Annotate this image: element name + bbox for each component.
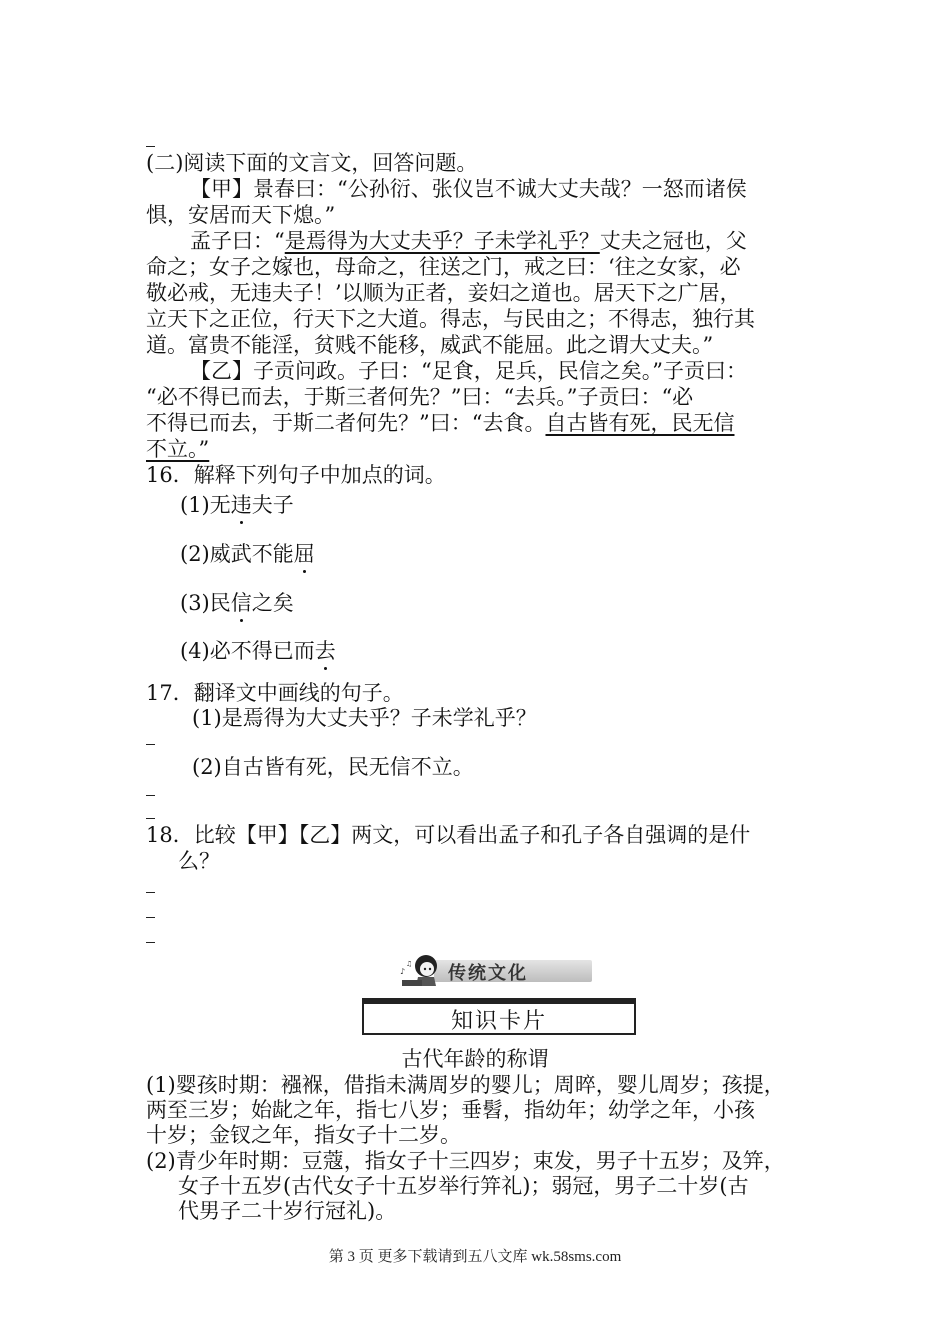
passage-line: 敬必戒，无违夫子！’以顺为正者，妾妇之道也。居天下之广居， <box>146 281 741 305</box>
passage-line: 【乙】子贡问政。子曰：“足食，足兵，民信之矣。”子贡曰： <box>190 359 747 383</box>
section-banner <box>396 950 606 990</box>
dotted-word: 信 <box>230 591 252 615</box>
passage-line <box>190 228 747 254</box>
passage-line: 惧，安居而天下熄。” <box>146 203 336 227</box>
answer-blank-line <box>146 917 155 918</box>
question-16-item <box>180 590 294 616</box>
passage-line: 立天下之正位，行天下之大道。得志，与民由之；不得志，独行其 <box>146 307 755 331</box>
mascot-icon <box>396 950 444 990</box>
knowledge-line: (2)青少年时期：豆蔻，指女子十三四岁；束发，男子十五岁；及笄， <box>146 1149 785 1173</box>
card-label: 知识卡片 <box>450 1009 547 1034</box>
passage-line: 道。富贵不能淫，贫贱不能移，威武不能屈。此之谓大丈夫。” <box>146 333 714 357</box>
question-16-item <box>180 541 315 567</box>
knowledge-line: 代男子二十岁行冠礼)。 <box>178 1199 397 1223</box>
passage-line: 命之；女子之嫁也，母命之，往送之门，戒之曰：‘往之女家，必 <box>146 255 741 279</box>
passage-line <box>146 436 209 462</box>
knowledge-title: 古代年龄的称谓 <box>401 1047 549 1071</box>
knowledge-line: 女子十五岁(古代女子十五岁举行笄礼)；弱冠，男子二十岁(古 <box>178 1174 749 1198</box>
dotted-word: 屈 <box>293 542 315 566</box>
item-text: (2)威武不能 <box>180 542 294 566</box>
passage-text: 孟子曰：“ <box>190 229 285 253</box>
question-18-stem: 18．比较【甲】【乙】两文，可以看出孟子和孔子各自强调的是什 <box>146 823 751 847</box>
question-17-stem: 17．翻译文中画线的句子。 <box>146 681 404 705</box>
passage-text: 不得已而去，于斯二者何先？”曰：“去食。 <box>146 411 546 435</box>
knowledge-line: 十岁；金钗之年，指女子十二岁。 <box>146 1123 461 1147</box>
dotted-word: 违 <box>230 493 252 517</box>
underlined-sentence: 是焉得为大丈夫乎？子未学礼乎？ <box>284 229 600 253</box>
knowledge-line: (1)婴孩时期：襁褓，借指未满周岁的婴儿；周晬，婴儿周岁；孩提， <box>146 1073 785 1097</box>
item-text: 之矣 <box>251 591 294 615</box>
answer-blank-line <box>146 146 155 147</box>
knowledge-card-header <box>362 998 636 1038</box>
passage-line <box>146 410 734 436</box>
answer-blank-line <box>146 795 155 796</box>
item-text: (1)无 <box>180 493 231 517</box>
underlined-sentence: 自古皆有死，民无信 <box>545 411 735 435</box>
banner-label: 传统文化 <box>448 963 528 984</box>
section-heading: (二)阅读下面的文言文，回答问题。 <box>146 151 478 175</box>
item-text: (3)民 <box>180 591 231 615</box>
page-footer: 第 3 页 更多下载请到五八文库 wk.58sms.com <box>328 1249 622 1265</box>
question-18-stem: 么？ <box>178 849 220 873</box>
question-17-item: (2)自古皆有死，民无信不立。 <box>192 755 474 779</box>
knowledge-line: 两至三岁；始龀之年，指七八岁；垂髫，指幼年；幼学之年，小孩 <box>146 1098 755 1122</box>
question-16-item <box>180 638 336 664</box>
question-16-item <box>180 492 294 518</box>
passage-text: 丈夫之冠也，父 <box>599 229 747 253</box>
answer-blank-line <box>146 942 155 943</box>
svg-text:♫: ♫ <box>406 960 413 968</box>
question-16-stem: 16．解释下列句子中加点的词。 <box>146 463 446 487</box>
answer-blank-line <box>146 744 155 745</box>
underlined-sentence: 不立。” <box>146 437 210 461</box>
answer-blank-line <box>146 892 155 893</box>
question-17-item: (1)是焉得为大丈夫乎？子未学礼乎？ <box>192 706 537 730</box>
dotted-word: 去 <box>314 639 336 663</box>
passage-line: “必不得已而去，于斯三者何先？”曰：“去兵。”子贡曰：“必 <box>146 385 694 409</box>
passage-line: 【甲】景春曰：“公孙衍、张仪岂不诚大丈夫哉？一怒而诸侯 <box>190 177 747 201</box>
item-text: (4)必不得已而 <box>180 639 315 663</box>
svg-text:♪: ♪ <box>400 967 406 976</box>
item-text: 夫子 <box>251 493 294 517</box>
answer-blank-line <box>146 818 155 819</box>
